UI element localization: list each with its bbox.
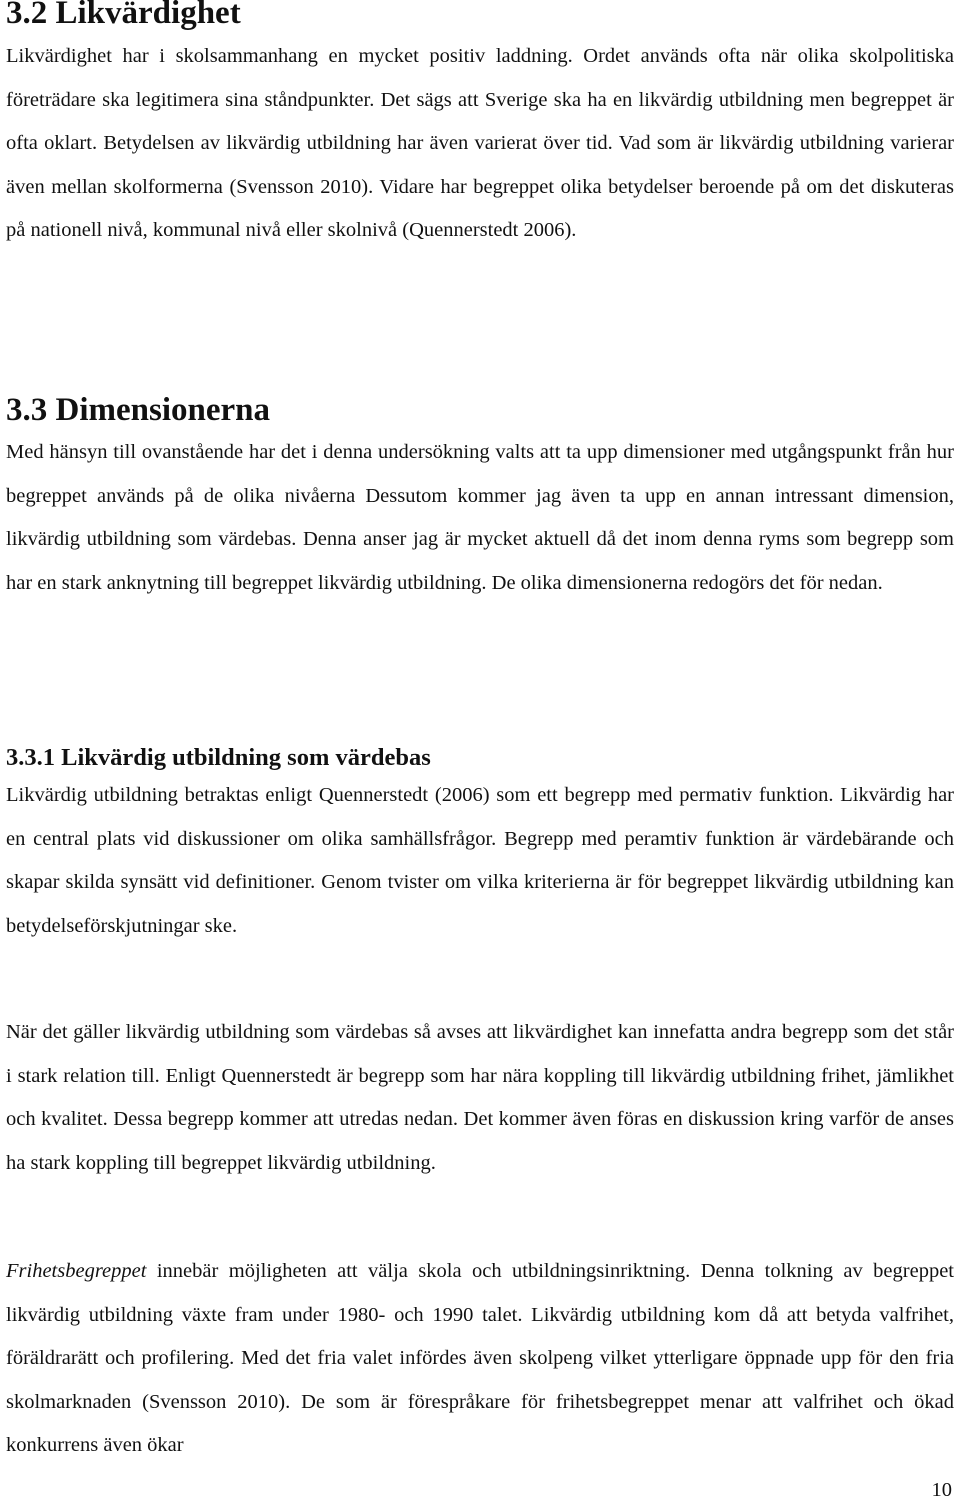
term-frihetsbegreppet: Frihetsbegreppet [6,1260,147,1282]
page-number: 10 [931,1479,952,1501]
paragraph-vardebas-3-text: innebär möjligheten att välja skola och utbildningsinriktning. Denna tolkning av begreppet likvärdig utbildning växte fram under 1980- och 1990 talet. Likvärdig utbildning kom då att betyda valfrihet, föräldrarätt och profilering. Med det fria valet infördes även skolpeng vilket ytterligare öppnade upp för den fria skolmarknaden (Svensson 2010). De som är förespråkare för frihetsbegreppet menar att valfrihet och ökad konkurrens även ökar [6,1260,954,1456]
paragraph-likvardighet: Likvärdighet har i skolsammanhang en mycket positiv laddning. Ordet används ofta när olika skolpolitiska företrädare ska legitimera sina ståndpunkter. Det sägs att Sverige ska ha en likvärdig utbildning men begreppet är ofta oklart. Betydelsen av likvärdig utbildning har även varierat över tid. Vad som är likvärdig utbildning varierar även mellan skolformerna (Svensson 2010). Vidare har begreppet olika betydelser beroende på om det diskuteras på nationell nivå, kommunal nivå eller skolnivå (Quennerstedt 2006). [6,45,954,241]
paragraph-vardebas-3 [6,1250,954,1468]
section-heading-likvardighet: 3.2 Likvärdighet [6,0,241,31]
paragraph-vardebas-1: Likvärdig utbildning betraktas enligt Quennerstedt (2006) som ett begrepp med permativ funktion. Likvärdig har en central plats vid diskussioner om olika samhällsfrågor. Begrepp med peramtiv funktion är värdebärande och skapar skilda synsätt vid definitioner. Genom tvister om vilka kriterierna är för begreppet likvärdig utbildning kan betydelseförskjutningar ske. [6,784,954,937]
paragraph-dimensionerna: Med hänsyn till ovanstående har det i denna undersökning valts att ta upp dimensioner med utgångspunkt från hur begreppet används på de olika nivåerna Dessutom kommer jag även ta upp en annan intressant dimension, likvärdig utbildning som värdebas. Denna anser jag är mycket aktuell då det inom denna ryms som begrepp som har en stark anknytning till begreppet likvärdig utbildning. De olika dimensionerna redogörs det för nedan. [6,441,954,594]
subsection-heading-vardebas: 3.3.1 Likvärdig utbildning som värdebas [6,744,431,771]
section-heading-dimensionerna: 3.3 Dimensionerna [6,392,270,428]
paragraph-vardebas-2: När det gäller likvärdig utbildning som värdebas så avses att likvärdighet kan innefatta andra begrepp som det står i stark relation till. Enligt Quennerstedt är begrepp som har nära koppling till likvärdig utbildning frihet, jämlikhet och kvalitet. Dessa begrepp kommer att utredas nedan. Det kommer även föras en diskussion kring varför de anses ha stark koppling till begreppet likvärdig utbildning. [6,1021,954,1174]
